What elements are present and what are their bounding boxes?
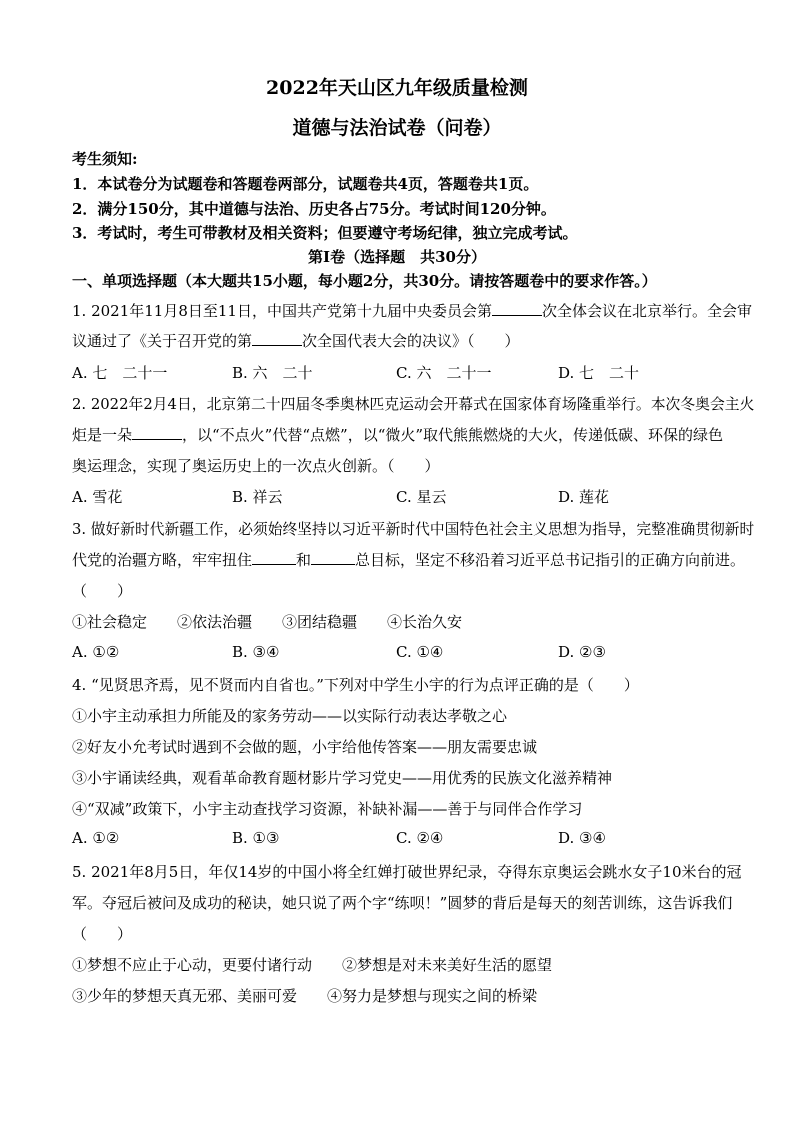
- notice-item: 1．本试卷分为试题卷和答题卷两部分，试题卷共4页，答题卷共1页。: [72, 175, 539, 193]
- question-text: 议通过了《关于召开党的第: [72, 332, 253, 350]
- question-4-statement: ②好友小允考试时遇到不会做的题，小宇给他传答案——朋友需要忠诚: [72, 738, 538, 756]
- question-2-line: [72, 424, 723, 445]
- question-text: 炬是一朵: [72, 426, 133, 444]
- question-1-line: [72, 300, 752, 321]
- question-5-choices: ③少年的梦想天真无邪、美丽可爱 ④努力是梦想与现实之间的桥梁: [72, 987, 538, 1005]
- option-c: C. ②④: [396, 829, 444, 847]
- option-a: A. 七 二十一: [72, 364, 168, 382]
- answer-blank: [252, 550, 296, 565]
- question-text: 次全体会议在北京举行。全会审: [541, 302, 752, 320]
- option-a: A. 雪花: [72, 488, 123, 506]
- question-3-line: 3. 做好新时代新疆工作，必须始终坚持以习近平新时代中国特色社会主义思想为指导，完整准确贯彻新时: [72, 520, 755, 538]
- question-text: ，以“不点火”代替“点燃”，以“微火”取代熊熊燃烧的大火，传递低碳、环保的绿色: [182, 426, 724, 444]
- answer-blank: [132, 425, 182, 440]
- question-5-line: 5. 2021年8月5日，年仅14岁的中国小将全红婵打破世界纪录，夺得东京奥运会跳水女子10米台的冠: [72, 863, 742, 881]
- question-text: 1. 2021年11月8日至11日，中国共产党第十九届中央委员会第: [72, 302, 492, 320]
- question-5-line: （ ）: [72, 925, 133, 943]
- option-a: A. ①②: [72, 829, 120, 847]
- option-b: B. ③④: [232, 643, 280, 661]
- question-1-line: [72, 330, 520, 351]
- question-4-statement: ③小宇诵读经典，观看革命教育题材影片学习党史——用优秀的民族文化滋养精神: [72, 769, 613, 787]
- question-text: 和: [296, 551, 312, 569]
- option-c: C. 星云: [396, 488, 447, 506]
- part-title: 第Ⅰ卷（选择题 共30分）: [308, 248, 486, 266]
- question-4-statement: ④“双减”政策下，小宇主动查找学习资源，补缺补漏——善于与同伴合作学习: [72, 800, 583, 818]
- question-5-line: 军。夺冠后被问及成功的秘诀，她只说了两个字“练呗！”圆梦的背后是每天的刻苦训练，这告诉我们: [72, 894, 733, 912]
- exam-title: 2022年天山区九年级质量检测: [266, 77, 528, 99]
- question-4-options: [0, 829, 794, 849]
- question-text: 代党的治疆方略，牢牢扭住: [72, 551, 253, 569]
- question-text: 次全国代表大会的决议》（ ）: [302, 332, 520, 350]
- answer-blank: [492, 301, 542, 316]
- question-2-line: 2. 2022年2月4日，北京第二十四届冬季奥林匹克运动会开幕式在国家体育场隆重举行。本次冬奥会主火: [72, 395, 755, 413]
- option-a: A. ①②: [72, 643, 120, 661]
- question-3-line: [72, 549, 745, 570]
- question-3-choices: ①社会稳定 ②依法治疆 ③团结稳疆 ④长治久安: [72, 613, 463, 631]
- section-heading: 一、单项选择题（本大题共15小题，每小题2分，共30分。请按答题卷中的要求作答。）: [72, 272, 657, 290]
- option-d: D. 莲花: [558, 488, 610, 506]
- answer-blank: [311, 550, 355, 565]
- question-4-statement: ①小宇主动承担力所能及的家务劳动——以实际行动表达孝敬之心: [72, 707, 508, 725]
- question-3-line: （ ）: [72, 582, 133, 600]
- question-1-options: [0, 362, 794, 382]
- option-d: D. ③④: [558, 829, 606, 847]
- option-b: B. ①③: [232, 829, 280, 847]
- option-c: C. 六 二十一: [396, 364, 492, 382]
- option-d: D. 七 二十: [558, 364, 640, 382]
- notice-heading: 考生须知:: [72, 150, 138, 168]
- question-5-choices: ①梦想不应止于心动，更要付诸行动 ②梦想是对未来美好生活的愿望: [72, 956, 553, 974]
- answer-blank: [252, 331, 302, 346]
- question-3-options: [0, 643, 794, 663]
- question-2-options: [0, 486, 794, 506]
- question-text: 总目标，坚定不移沿着习近平总书记指引的正确方向前进。: [355, 551, 746, 569]
- exam-subtitle: 道德与法治试卷（问卷）: [292, 117, 502, 139]
- option-b: B. 六 二十: [232, 364, 313, 382]
- option-d: D. ②③: [558, 643, 606, 661]
- question-4-line: 4. “见贤思齐焉，见不贤而内自省也。”下列对中学生小宇的行为点评正确的是（ ）: [72, 676, 639, 694]
- option-c: C. ①④: [396, 643, 444, 661]
- notice-item: 2．满分150分，其中道德与法治、历史各占75分。考试时间120分钟。: [72, 200, 556, 218]
- notice-item: 3．考试时，考生可带教材及相关资料；但要遵守考场纪律，独立完成考试。: [72, 224, 578, 242]
- option-b: B. 祥云: [232, 488, 283, 506]
- question-2-line: 奥运理念，实现了奥运历史上的一次点火创新。（ ）: [72, 457, 440, 475]
